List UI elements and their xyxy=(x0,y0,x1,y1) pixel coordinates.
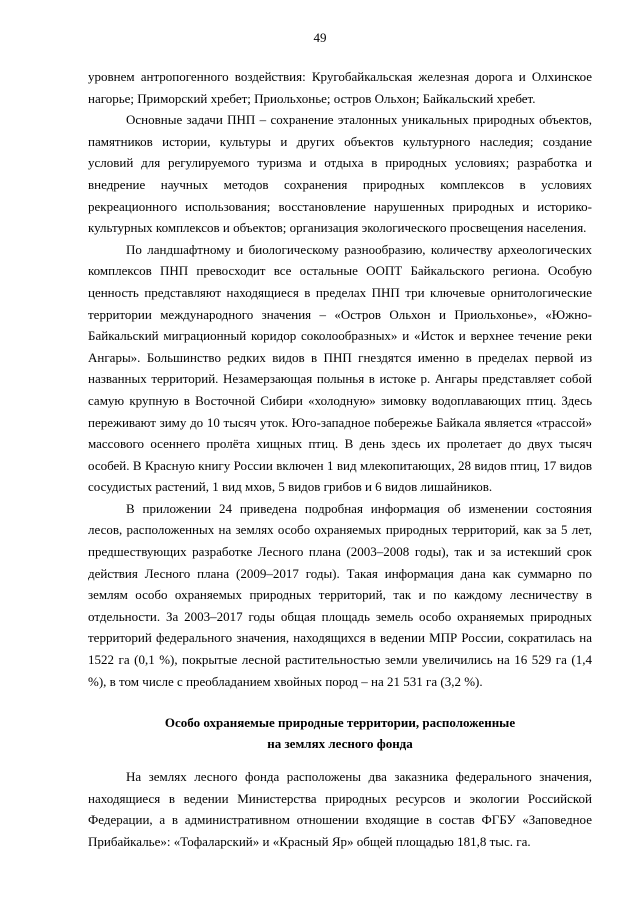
body-text xyxy=(88,66,592,853)
paragraph-continuation: уровнем антропогенного воздействия: Кругобайкальская железная дорога и Олхинское нагорье; Приморский хребет; Приольхонье; остров Ольхон; Байкальский хребет. xyxy=(88,69,592,106)
section-heading-line-2: на землях лесного фонда xyxy=(267,736,413,752)
section-heading-line-1: Особо охраняемые природные территории, расположенные xyxy=(164,715,516,731)
paragraph-appendix-24: В приложении 24 приведена подробная информация об изменении состояния лесов, расположенных на землях особо охраняемых природных территорий, как за 5 лет, предшествующих разработке Лесного плана (2003–2008 годы), так и за истекший срок действия Лесного плана (2009–2017 годы). Такая информация дана как суммарно по землям особо охраняемых природных территорий, так и по каждому лесничеству в отдельности. За 2003–2017 годы общая площадь земель особо охраняемых природных территорий федерального значения, находящихся в ведении МПР России, сократилась на 1522 га (0,1 %), покрытые лесной растительностью земли увеличились на 16 529 га (1,4 %), в том числе с преобладанием хвойных пород – на 21 531 га (3,2 %). xyxy=(88,500,592,689)
section-heading xyxy=(88,712,592,754)
page-number: 49 xyxy=(313,30,327,45)
paragraph-tasks: Основные задачи ПНП – сохранение эталонных уникальных природных объектов, памятников истории, культуры и других объектов культурного наследия; создание условий для регулируемого туризма и отдыха в природных условиях; разработка и внедрение научных методов сохранения природных комплексов в условиях рекреационного использования; восстановление нарушенных природных и историко-культурных комплексов и объектов; организация экологического просвещения населения. xyxy=(88,112,592,236)
paragraph-reserves: На землях лесного фонда расположены два заказника федерального значения, находящиеся в ведении Министерства природных ресурсов и экологии Российской Федерации, а в административном отношении входящие в состав ФГБУ «Заповедное Прибайкалье»: «Тофаларский» и «Красный Яр» общей площадью 181,8 тыс. га. xyxy=(88,769,592,849)
paragraph-biodiversity: По ландшафтному и биологическому разнообразию, количеству археологических комплексов ПНП превосходит все остальные ООПТ Байкальского региона. Особую ценность представляют находящиеся в пределах ПНП три ключевые орнитологические территории международного значения – «Остров Ольхон и Приольхонье», «Южно-Байкальский миграционный коридор соколообразных» и «Исток и верхнее течение реки Ангары». Большинство редких видов в ПНП гнездятся именно в пределах первой из названных территорий. Незамерзающая полынья в истоке р. Ангары представляет собой самую крупную в Восточной Сибири «холодную» зимовку водоплавающих птиц. Здесь переживают зиму до 10 тысяч уток. Юго-западное побережье Байкала является «трассой» массового осеннего пролёта хищных птиц. В день здесь их пролетает до двух тысяч особей. В Красную книгу России включен 1 вид млекопитающих, 28 видов птиц, 17 видов сосудистых растений, 1 вид мхов, 5 видов грибов и 6 видов лишайников. xyxy=(88,241,592,495)
